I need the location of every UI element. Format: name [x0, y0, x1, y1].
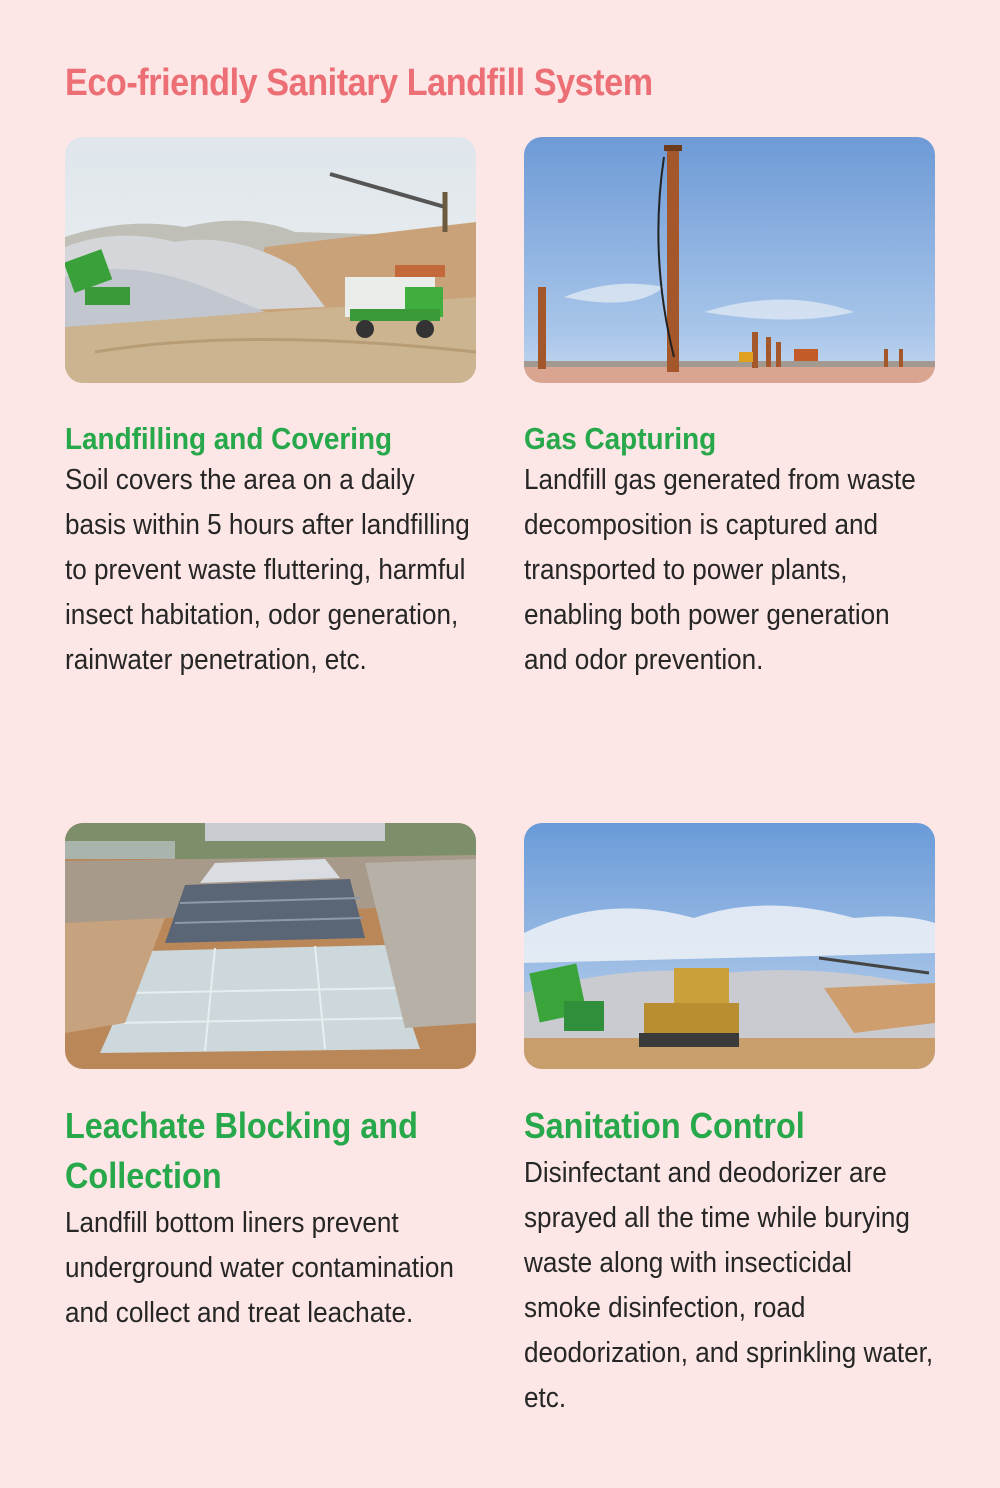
card-heading: Landfilling and Covering [65, 421, 393, 456]
card-landfilling-covering [65, 137, 476, 683]
bulldozer-waste-photo [524, 823, 935, 1069]
card-description: Landfill bottom liners prevent underground water contamination and collect and treat leachate. [65, 1207, 454, 1329]
card-heading: Sanitation Control [524, 1105, 805, 1146]
card-description: Disinfectant and deodorizer are sprayed all the time while burying waste along with insecticidal smoke disinfection, road deodorization, and sprinkling water, etc. [524, 1157, 934, 1414]
landfill-liners-aerial-photo [65, 823, 476, 1069]
card-heading: Leachate Blocking and Collection [65, 1105, 418, 1196]
page-title: Eco-friendly Sanitary Landfill System [65, 62, 653, 104]
card-heading: Gas Capturing [524, 421, 717, 456]
landfill-trucks-photo [65, 137, 476, 383]
card-description: Landfill gas generated from waste decomposition is captured and transported to power plants, enabling both power generation and odor prevention. [524, 464, 916, 676]
card-gas-capturing [524, 137, 935, 683]
card-sanitation-control [524, 823, 935, 1421]
card-description: Soil covers the area on a daily basis within 5 hours after landfilling to prevent waste fluttering, harmful insect habitation, odor generation, rainwater penetration, etc. [65, 464, 470, 676]
gas-pipes-photo [524, 137, 935, 383]
card-leachate-blocking [65, 823, 476, 1336]
